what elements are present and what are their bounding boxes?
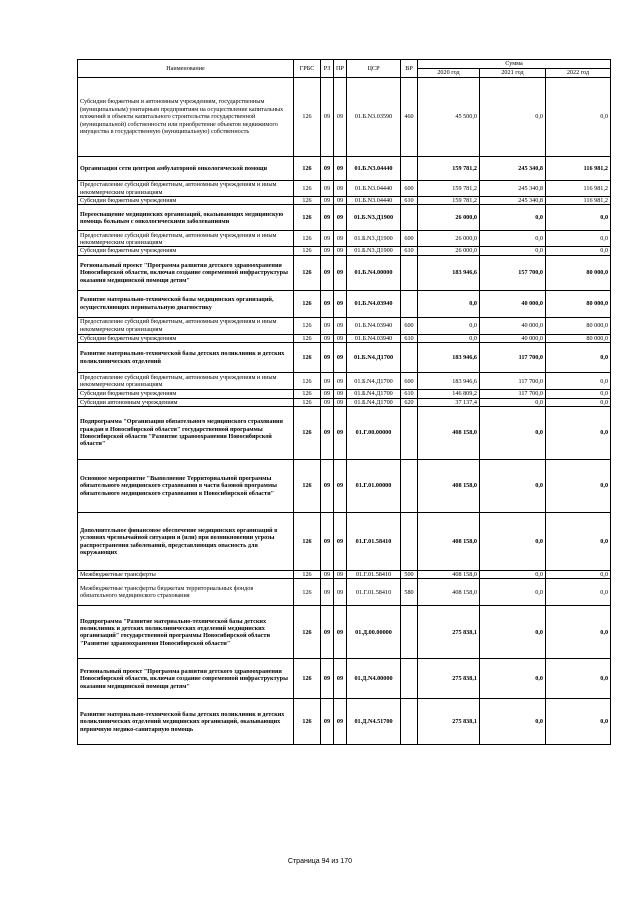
cell-name: Субсидии бюджетным учреждениям: [78, 247, 294, 255]
cell-name: Переоснащение медицинских организаций, оказывающих медицинскую помощь больным с онкологическими заболеваниями: [78, 205, 294, 231]
cell-name: Развитие материально-технической базы детских поликлиник и детских поликлинических отделений медицинских организаций, оказывающих первичную медико-санитарную помощь: [78, 699, 294, 745]
cell-csr: 01.Б.N4.03940: [347, 290, 401, 317]
cell-year-2022: 80 000,0: [546, 317, 611, 334]
cell-grbs: 126: [294, 699, 321, 745]
cell-grbs: 126: [294, 181, 321, 197]
cell-year-2022: 0,0: [546, 659, 611, 699]
cell-rz: 09: [321, 398, 334, 406]
cell-year-2022: 0,0: [546, 579, 611, 606]
header-rz: РЗ: [321, 60, 334, 78]
header-2020: 2020 год: [418, 69, 480, 78]
cell-name: Предоставление субсидий бюджетным, автономным учреждениям и иным некоммерческим организациям: [78, 181, 294, 197]
cell-grbs: 126: [294, 231, 321, 247]
cell-name: Региональный проект "Программа развития детского здравоохранения Новосибирской области, включая создание современной инфраструктуры оказания медицинской помощи детям": [78, 659, 294, 699]
cell-name: Основное мероприятие "Выполнение Территориальной программы обязательного медицинского страхования в части базовой программы обязательного медицинского страхования в Новосибирской области": [78, 460, 294, 513]
cell-year-2021: 157 700,0: [480, 255, 546, 290]
cell-rz: 09: [321, 659, 334, 699]
cell-pr: 09: [334, 343, 347, 373]
cell-year-2022: 80 000,0: [546, 334, 611, 342]
cell-csr: 01.Б.N3.04440: [347, 197, 401, 205]
cell-rz: 09: [321, 343, 334, 373]
cell-vr: 460: [401, 78, 418, 157]
cell-year-2021: 0,0: [480, 513, 546, 571]
table-row: [78, 78, 611, 157]
cell-vr: 620: [401, 398, 418, 406]
cell-pr: 09: [334, 231, 347, 247]
cell-grbs: 126: [294, 571, 321, 579]
cell-year-2022: 0,0: [546, 205, 611, 231]
cell-year-2021: 40 000,0: [480, 334, 546, 342]
cell-year-2020: 146 809,2: [418, 390, 480, 398]
cell-year-2020: 408 158,0: [418, 460, 480, 513]
table-body: [78, 78, 611, 745]
cell-year-2022: 116 981,2: [546, 157, 611, 181]
cell-vr: [401, 606, 418, 659]
table-header: [78, 60, 611, 78]
cell-year-2020: 26 000,0: [418, 247, 480, 255]
cell-year-2020: 275 838,1: [418, 606, 480, 659]
cell-year-2020: 0,0: [418, 334, 480, 342]
cell-year-2020: 26 000,0: [418, 231, 480, 247]
cell-year-2020: 45 500,0: [418, 78, 480, 157]
budget-table: [77, 59, 611, 745]
cell-pr: 09: [334, 398, 347, 406]
table-row: [78, 398, 611, 406]
cell-year-2021: 0,0: [480, 579, 546, 606]
cell-year-2022: 0,0: [546, 398, 611, 406]
cell-rz: 09: [321, 205, 334, 231]
cell-year-2021: 0,0: [480, 398, 546, 406]
cell-year-2021: 117 700,0: [480, 390, 546, 398]
cell-vr: [401, 460, 418, 513]
cell-name: Субсидии автономным учреждениям: [78, 398, 294, 406]
cell-year-2022: 0,0: [546, 407, 611, 460]
cell-grbs: 126: [294, 197, 321, 205]
cell-year-2020: 408 158,0: [418, 579, 480, 606]
cell-csr: 01.Б.N3.04440: [347, 157, 401, 181]
cell-year-2020: 159 781,2: [418, 197, 480, 205]
table-row: [78, 181, 611, 197]
table-row: [78, 205, 611, 231]
cell-grbs: 126: [294, 373, 321, 390]
cell-year-2021: 0,0: [480, 699, 546, 745]
cell-year-2020: 183 946,6: [418, 373, 480, 390]
cell-grbs: 126: [294, 606, 321, 659]
table-row: [78, 290, 611, 317]
cell-csr: 01.Д.N4.00000: [347, 659, 401, 699]
cell-rz: 09: [321, 699, 334, 745]
cell-csr: 01.Б.N3.03590: [347, 78, 401, 157]
cell-grbs: 126: [294, 343, 321, 373]
table-row: [78, 197, 611, 205]
cell-vr: [401, 290, 418, 317]
cell-rz: 09: [321, 373, 334, 390]
table-row: [78, 255, 611, 290]
cell-year-2020: 159 781,2: [418, 181, 480, 197]
cell-rz: 09: [321, 231, 334, 247]
cell-grbs: 126: [294, 460, 321, 513]
cell-rz: 09: [321, 513, 334, 571]
cell-year-2020: 37 137,4: [418, 398, 480, 406]
cell-rz: 09: [321, 606, 334, 659]
cell-year-2021: 245 340,8: [480, 181, 546, 197]
cell-grbs: 126: [294, 407, 321, 460]
cell-name: Предоставление субсидий бюджетным, автономным учреждениям и иным некоммерческим организациям: [78, 317, 294, 334]
cell-year-2020: 183 946,6: [418, 255, 480, 290]
cell-rz: 09: [321, 290, 334, 317]
cell-name: Субсидии бюджетным учреждениям: [78, 390, 294, 398]
cell-pr: 09: [334, 317, 347, 334]
cell-pr: 09: [334, 390, 347, 398]
cell-vr: [401, 407, 418, 460]
table-row: [78, 231, 611, 247]
cell-year-2021: 0,0: [480, 247, 546, 255]
table-row: [78, 513, 611, 571]
cell-year-2021: 0,0: [480, 571, 546, 579]
cell-csr: 01.Г.01.58410: [347, 571, 401, 579]
cell-year-2022: 116 981,2: [546, 181, 611, 197]
table-row: [78, 571, 611, 579]
cell-vr: [401, 255, 418, 290]
cell-year-2020: 275 838,1: [418, 659, 480, 699]
cell-year-2022: 116 981,2: [546, 197, 611, 205]
cell-rz: 09: [321, 407, 334, 460]
cell-name: Развитие материально-технической базы медицинских организаций, осуществляющих перинатальную диагностику: [78, 290, 294, 317]
cell-year-2021: 117 700,0: [480, 343, 546, 373]
cell-pr: 09: [334, 181, 347, 197]
cell-name: Организация сети центров амбулаторной онкологической помощи: [78, 157, 294, 181]
header-2022: 2022 год: [546, 69, 611, 78]
table-row: [78, 659, 611, 699]
cell-grbs: 126: [294, 398, 321, 406]
cell-rz: 09: [321, 181, 334, 197]
header-grbs: ГРБС: [294, 60, 321, 78]
cell-name: Межбюджетные трансферты бюджетам территориальных фондов обязательного медицинского страхования: [78, 579, 294, 606]
cell-grbs: 126: [294, 247, 321, 255]
cell-grbs: 126: [294, 513, 321, 571]
table-row: [78, 334, 611, 342]
table-row: [78, 699, 611, 745]
cell-year-2022: 0,0: [546, 699, 611, 745]
cell-vr: 610: [401, 247, 418, 255]
cell-year-2020: 0,0: [418, 290, 480, 317]
cell-year-2020: 275 838,1: [418, 699, 480, 745]
cell-rz: 09: [321, 571, 334, 579]
cell-grbs: 126: [294, 317, 321, 334]
cell-csr: 01.Г.01.00000: [347, 460, 401, 513]
cell-year-2022: 0,0: [546, 606, 611, 659]
cell-year-2022: 0,0: [546, 247, 611, 255]
cell-pr: 09: [334, 290, 347, 317]
cell-vr: 610: [401, 334, 418, 342]
cell-rz: 09: [321, 317, 334, 334]
cell-year-2022: 0,0: [546, 343, 611, 373]
cell-name: Дополнительное финансовое обеспечение медицинских организаций в условиях чрезвычайной ситуации и (или) при возникновении угрозы распространения заболеваний, представляющих опасность для окружающих: [78, 513, 294, 571]
cell-pr: 09: [334, 659, 347, 699]
cell-name: Развитие материально-технической базы детских поликлиник и детских поликлинических отделений: [78, 343, 294, 373]
cell-csr: 01.Б.N4.03940: [347, 317, 401, 334]
cell-csr: 01.Б.N3.Д1900: [347, 247, 401, 255]
header-csr: ЦСР: [347, 60, 401, 78]
cell-year-2020: 408 158,0: [418, 407, 480, 460]
cell-csr: 01.Г.01.58410: [347, 579, 401, 606]
cell-grbs: 126: [294, 290, 321, 317]
cell-year-2021: 245 340,8: [480, 197, 546, 205]
cell-csr: 01.Б.N4.00000: [347, 255, 401, 290]
cell-name: Предоставление субсидий бюджетным, автономным учреждениям и иным некоммерческим организациям: [78, 373, 294, 390]
table-row: [78, 460, 611, 513]
cell-year-2022: 0,0: [546, 460, 611, 513]
cell-pr: 09: [334, 513, 347, 571]
cell-year-2021: 0,0: [480, 606, 546, 659]
cell-name: Подпрограмма "Развитие материально-технической базы детских поликлиник и детских поликлинических отделений медицинских организаций" государственной программы Новосибирской области "Развитие здравоохранения Новосибирской области": [78, 606, 294, 659]
cell-year-2020: 408 158,0: [418, 571, 480, 579]
cell-year-2021: 0,0: [480, 205, 546, 231]
cell-csr: 01.Г.00.00000: [347, 407, 401, 460]
cell-year-2021: 0,0: [480, 460, 546, 513]
cell-rz: 09: [321, 197, 334, 205]
table-row: [78, 606, 611, 659]
header-sum: Сумма: [418, 60, 611, 69]
cell-pr: 09: [334, 205, 347, 231]
cell-vr: 610: [401, 197, 418, 205]
cell-rz: 09: [321, 247, 334, 255]
cell-year-2020: 183 946,6: [418, 343, 480, 373]
cell-csr: 01.Г.01.58410: [347, 513, 401, 571]
cell-rz: 09: [321, 460, 334, 513]
cell-pr: 09: [334, 78, 347, 157]
cell-grbs: 126: [294, 157, 321, 181]
cell-year-2022: 0,0: [546, 78, 611, 157]
cell-pr: 09: [334, 247, 347, 255]
cell-year-2022: 80 000,0: [546, 255, 611, 290]
cell-csr: 01.Б.N4.Д1700: [347, 373, 401, 390]
cell-year-2022: 0,0: [546, 231, 611, 247]
cell-year-2020: 159 781,2: [418, 157, 480, 181]
cell-year-2021: 0,0: [480, 78, 546, 157]
cell-grbs: 126: [294, 579, 321, 606]
cell-pr: 09: [334, 157, 347, 181]
table-row: [78, 343, 611, 373]
cell-pr: 09: [334, 407, 347, 460]
cell-rz: 09: [321, 255, 334, 290]
cell-grbs: 126: [294, 78, 321, 157]
cell-csr: 01.Б.N4.Д1700: [347, 343, 401, 373]
cell-vr: [401, 205, 418, 231]
header-pr: ПР: [334, 60, 347, 78]
cell-year-2022: 0,0: [546, 513, 611, 571]
cell-vr: 580: [401, 579, 418, 606]
cell-year-2022: 0,0: [546, 571, 611, 579]
cell-pr: 09: [334, 334, 347, 342]
cell-pr: 09: [334, 606, 347, 659]
cell-pr: 09: [334, 571, 347, 579]
cell-pr: 09: [334, 579, 347, 606]
cell-vr: [401, 513, 418, 571]
cell-csr: 01.Б.N4.03940: [347, 334, 401, 342]
table-row: [78, 373, 611, 390]
cell-name: Межбюджетные трансферты: [78, 571, 294, 579]
cell-vr: 600: [401, 373, 418, 390]
cell-name: Предоставление субсидий бюджетным, автономным учреждениям и иным некоммерческим организациям: [78, 231, 294, 247]
cell-csr: 01.Д.N4.51700: [347, 699, 401, 745]
cell-year-2021: 245 340,8: [480, 157, 546, 181]
cell-csr: 01.Б.N3.04440: [347, 181, 401, 197]
cell-vr: 600: [401, 231, 418, 247]
header-2021: 2021 год: [480, 69, 546, 78]
cell-year-2021: 40 000,0: [480, 290, 546, 317]
table-row: [78, 579, 611, 606]
cell-csr: 01.Б.N4.Д1700: [347, 398, 401, 406]
cell-year-2021: 40 000,0: [480, 317, 546, 334]
page-number: Страница 94 из 170: [287, 858, 353, 865]
cell-vr: [401, 699, 418, 745]
cell-vr: [401, 157, 418, 181]
cell-csr: 01.Б.N4.Д1700: [347, 390, 401, 398]
cell-rz: 09: [321, 579, 334, 606]
cell-pr: 09: [334, 460, 347, 513]
cell-vr: 610: [401, 390, 418, 398]
cell-rz: 09: [321, 78, 334, 157]
cell-year-2020: 0,0: [418, 317, 480, 334]
cell-year-2020: 408 158,0: [418, 513, 480, 571]
cell-grbs: 126: [294, 390, 321, 398]
table-row: [78, 157, 611, 181]
cell-year-2021: 117 700,0: [480, 373, 546, 390]
cell-grbs: 126: [294, 255, 321, 290]
cell-pr: 09: [334, 373, 347, 390]
header-name: Наименование: [78, 60, 294, 78]
table-row: [78, 317, 611, 334]
cell-year-2022: 0,0: [546, 390, 611, 398]
cell-csr: 01.Б.N3.Д1900: [347, 231, 401, 247]
cell-grbs: 126: [294, 205, 321, 231]
cell-pr: 09: [334, 699, 347, 745]
cell-grbs: 126: [294, 659, 321, 699]
header-vr: ВР: [401, 60, 418, 78]
cell-csr: 01.Б.N3.Д1900: [347, 205, 401, 231]
cell-grbs: 126: [294, 334, 321, 342]
cell-name: Региональный проект "Программа развития детского здравоохранения Новосибирской области, включая создание современной инфраструктуры оказания медицинской помощи детям": [78, 255, 294, 290]
table-row: [78, 390, 611, 398]
cell-year-2021: 0,0: [480, 407, 546, 460]
cell-rz: 09: [321, 334, 334, 342]
table-row: [78, 407, 611, 460]
cell-year-2022: 0,0: [546, 373, 611, 390]
cell-year-2021: 0,0: [480, 231, 546, 247]
cell-rz: 09: [321, 390, 334, 398]
cell-year-2021: 0,0: [480, 659, 546, 699]
cell-name: Субсидии бюджетным учреждениям: [78, 334, 294, 342]
cell-name: Подпрограмма "Организация обязательного медицинского страхования граждан в Новосибирской области" государственной программы Новосибирской области "Развитие здравоохранения Новосибирской области": [78, 407, 294, 460]
cell-year-2022: 80 000,0: [546, 290, 611, 317]
cell-name: Субсидии бюджетным и автономным учреждениям, государственным (муниципальным) унитарным предприятиям на осуществление капитальных вложений в объекты капитального строительства государственной (муниципальной) собственности или приобретение объектов недвижимого имущества в государственную (муниципальную) собственность: [78, 78, 294, 157]
cell-name: Субсидии бюджетным учреждениям: [78, 197, 294, 205]
cell-pr: 09: [334, 255, 347, 290]
table-row: [78, 247, 611, 255]
cell-csr: 01.Д.00.00000: [347, 606, 401, 659]
cell-vr: 500: [401, 571, 418, 579]
cell-vr: [401, 343, 418, 373]
cell-vr: [401, 659, 418, 699]
cell-vr: 600: [401, 181, 418, 197]
cell-pr: 09: [334, 197, 347, 205]
cell-vr: 600: [401, 317, 418, 334]
cell-rz: 09: [321, 157, 334, 181]
cell-year-2020: 26 000,0: [418, 205, 480, 231]
